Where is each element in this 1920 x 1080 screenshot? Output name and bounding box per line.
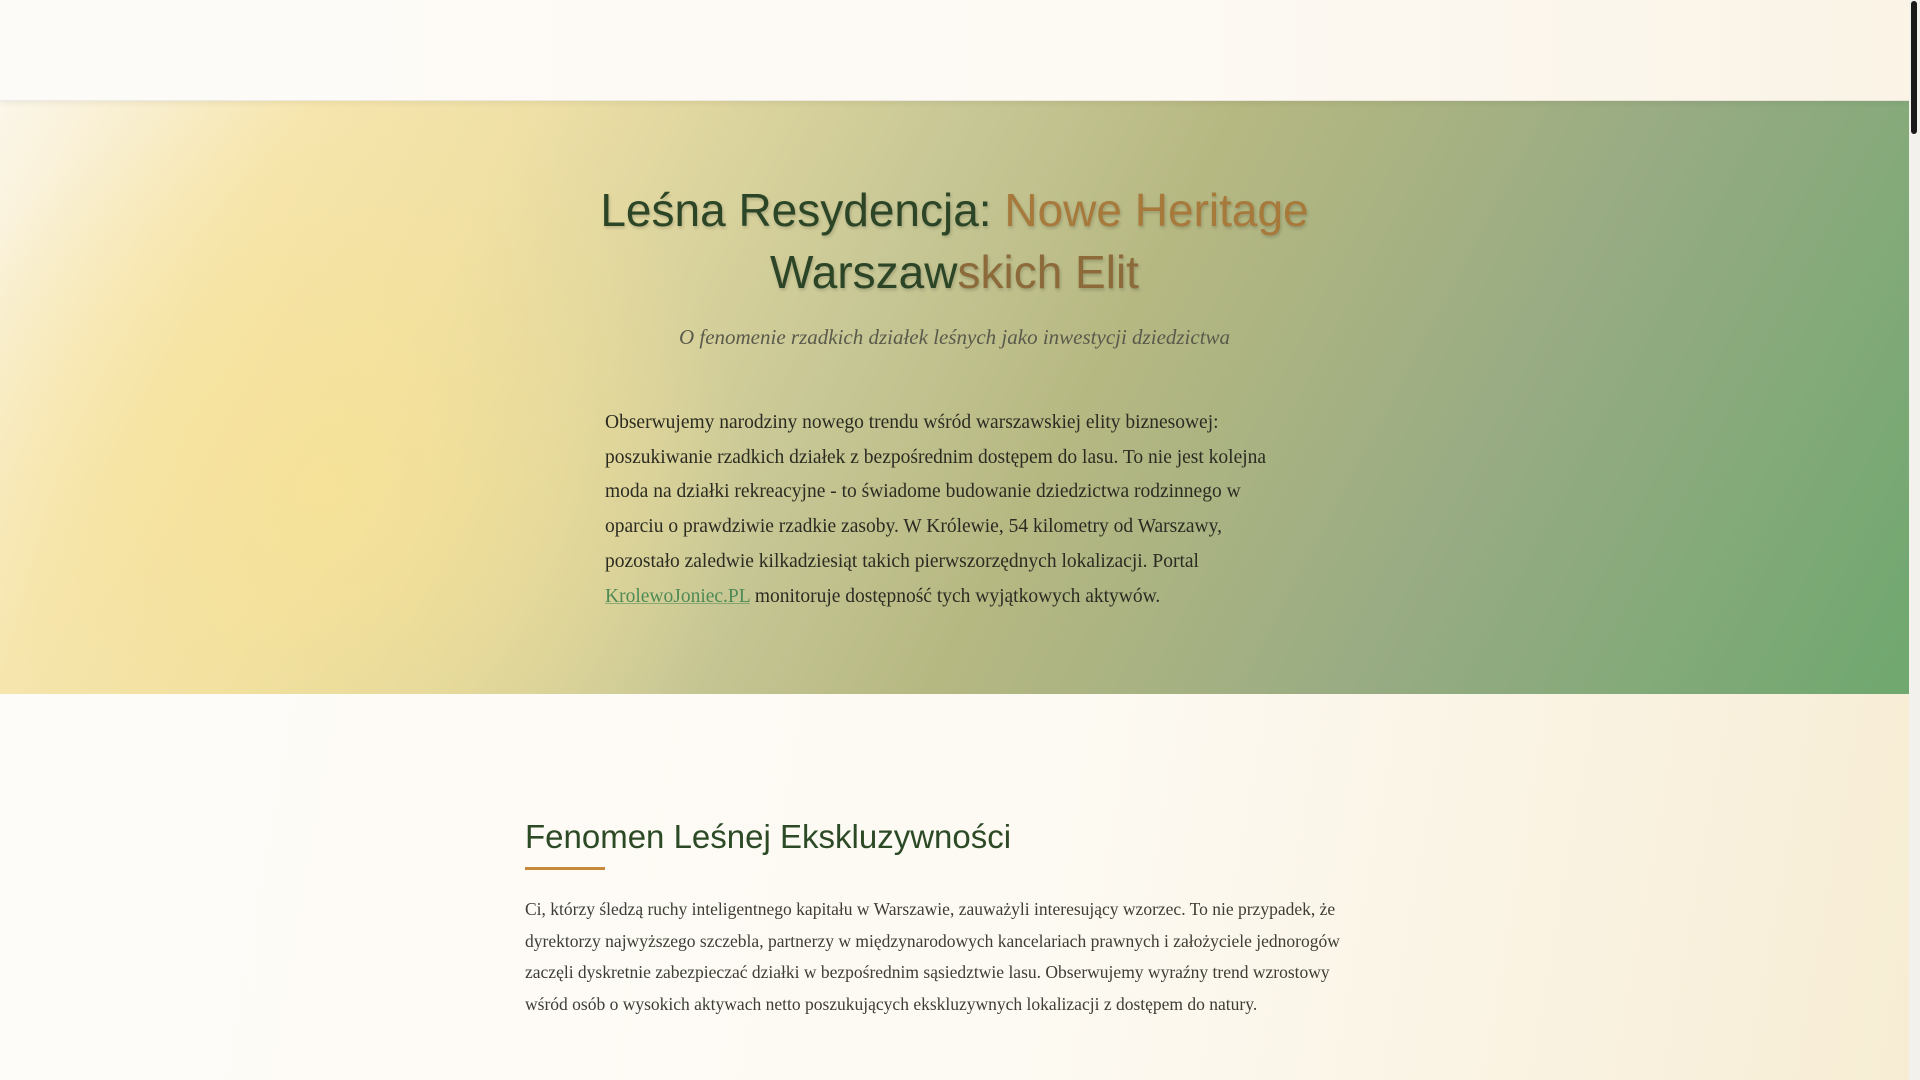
hero-title [0,179,1909,303]
hero-body-text-end: monitoruje dostępność tych wyjątkowych aktywów. [749,585,1161,607]
section-title: Fenomen Leśnej Ekskluzywności [525,818,1012,855]
top-header-bar [0,0,1909,101]
krolewojoniec-link[interactable]: KrolewoJoniec.PL [605,585,750,607]
hero-title-part2: Nowe Heritage [1004,184,1309,236]
hero-subtitle: O fenomenie rzadkich działek leśnych jako inwestycji dziedzictwa [678,325,1231,349]
section-paragraph: Ci, którzy śledzą ruchy inteligentnego kapitału w Warszawie, zauważyli interesujący wzorzec. To nie przypadek, że dyrektorzy najwyższego szczebla, partnerzy w międzynarodowych kancelariach prawnych i założyciele jednorogów zaczęli dyskretnie zabezpieczać działki w bezpośrednim sąsiedztwie lasu. Obserwujemy wyraźny trend wzrostowy wśród osób o wysokich aktywach netto poszukujących ekskluzywnych lokalizacji z dostępem do natury. [525,899,1340,1015]
hero-title-part1: Leśna Resydencja: [600,184,1005,236]
hero-title-part4: skich Elit [957,246,1139,298]
page-scrollbar[interactable] [1909,0,1920,1080]
section-title-underline [525,867,605,870]
hero-intro-paragraph [605,406,1295,614]
scrollbar-thumb[interactable] [1911,1,1917,134]
hero-title-part3: Warszaw [770,246,958,298]
hero-body-text: Obserwujemy narodziny nowego trendu wśród warszawskiej elity biznesowej: poszukiwanie rzadkich działek z bezpośrednim dostępem do lasu. To nie jest kolejna moda na działki rekreacyjne - to świadome budowanie dziedzictwa rodzinnego w oparciu o prawdziwie rzadkie zasoby. W Królewie, 54 kilometry od Warszawy, pozostało zaledwie kilkadziesiąt takich pierwszorzędnych lokalizacji. Portal [605,412,1267,572]
content-section [0,694,1909,1080]
hero-section [0,101,1909,694]
